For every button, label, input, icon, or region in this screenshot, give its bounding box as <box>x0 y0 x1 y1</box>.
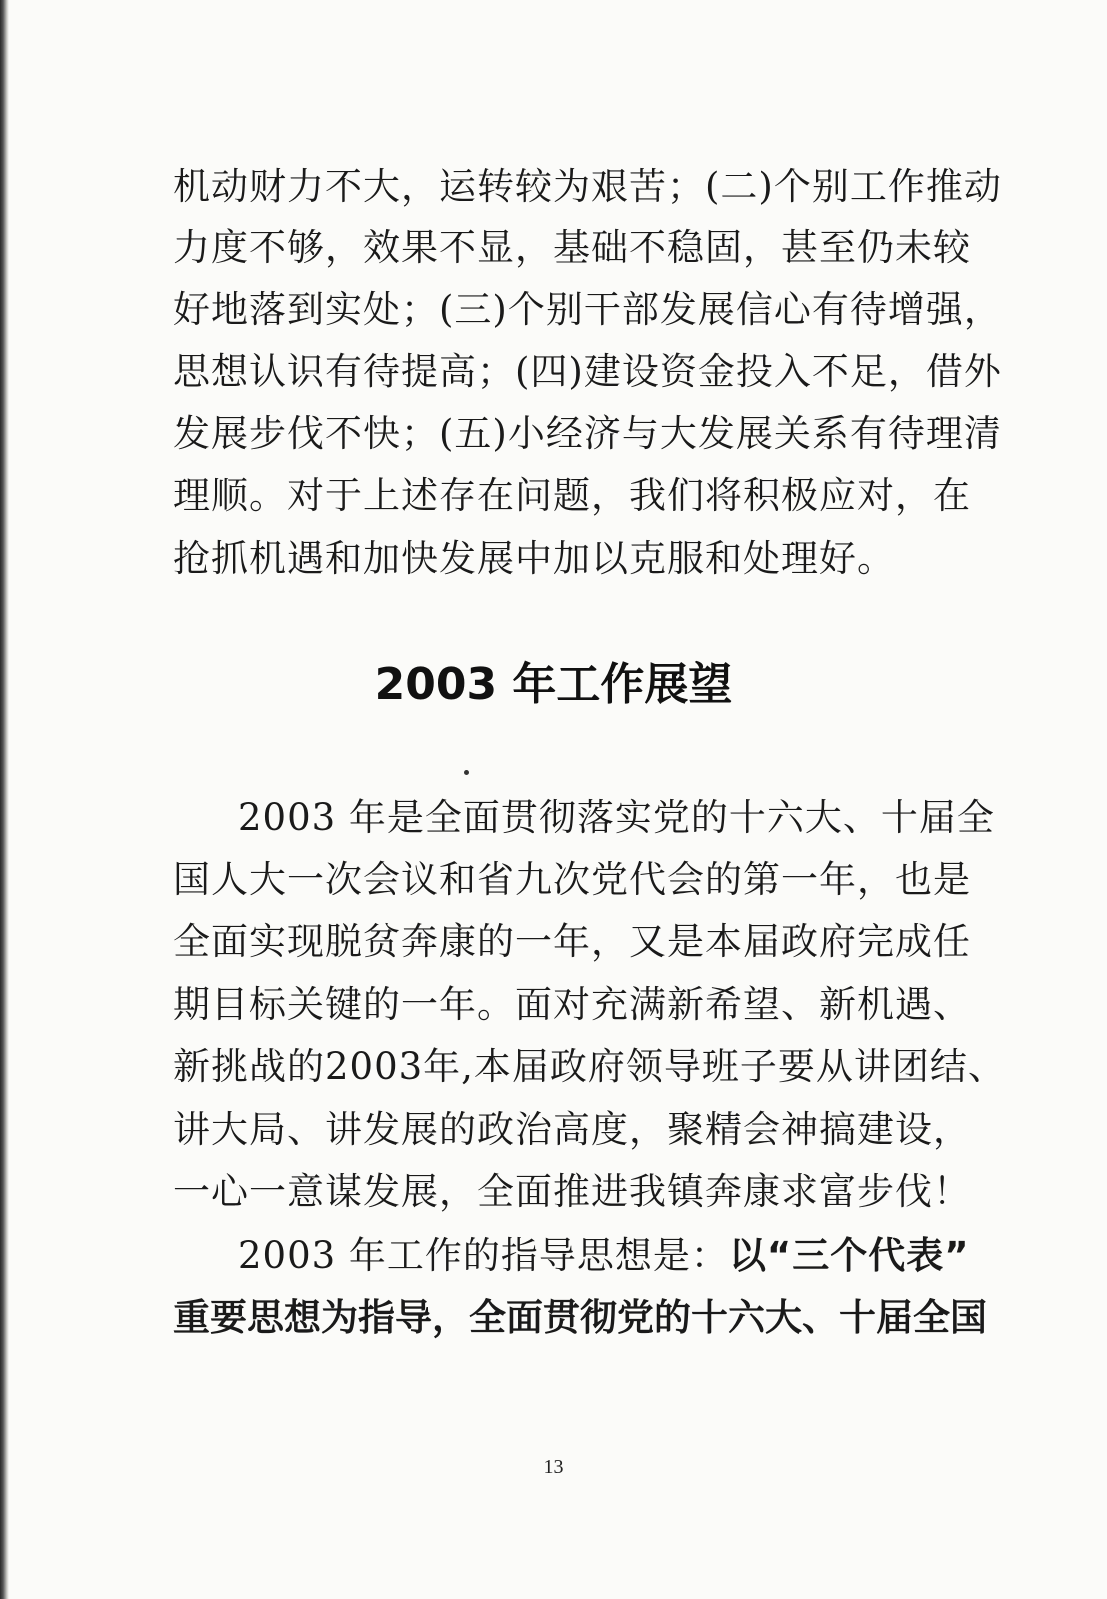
guiding-intro: 2003 年工作的指导思想是： <box>238 1234 729 1277</box>
text-line: 全面实现脱贫奔康的一年，又是本届政府完成任 <box>173 920 971 963</box>
guiding-emphasis: 以“三个代表” <box>728 1234 970 1277</box>
text-line: 力度不够，效果不显，基础不稳固，甚至仍未较 <box>173 226 971 269</box>
text-line: 新挑战的2003年,本届政府领导班子要从讲团结、 <box>173 1045 1006 1088</box>
text-line: 机动财力不大，运转较为艰苦；(二)个别工作推动 <box>173 165 1002 208</box>
scan-edge <box>0 0 9 1599</box>
text-line-bold: 重要思想为指导，全面贯彻党的十六大、十届全国 <box>173 1296 987 1339</box>
text-line: 期目标关键的一年。面对充满新希望、新机遇、 <box>173 983 971 1026</box>
scan-speck <box>464 770 469 775</box>
text-line: 2003 年是全面贯彻落实党的十六大、十届全 <box>238 796 995 839</box>
section-heading: 2003 年工作展望 <box>374 659 733 710</box>
text-line <box>238 1234 970 1278</box>
text-line: 发展步伐不快；(五)小经济与大发展关系有待理清 <box>173 412 1002 455</box>
text-line: 一心一意谋发展，全面推进我镇奔康求富步伐！ <box>173 1170 971 1213</box>
text-line: 讲大局、讲发展的政治高度，聚精会神搞建设， <box>173 1108 971 1151</box>
text-line: 思想认识有待提高；(四)建设资金投入不足，借外 <box>173 350 1002 393</box>
text-line: 理顺。对于上述存在问题，我们将积极应对，在 <box>173 474 971 517</box>
text-line: 好地落到实处；(三)个别干部发展信心有待增强， <box>173 288 1002 331</box>
page-number: 13 <box>543 1456 564 1478</box>
text-line: 国人大一次会议和省九次党代会的第一年，也是 <box>173 858 971 901</box>
text-line: 抢抓机遇和加快发展中加以克服和处理好。 <box>173 537 895 580</box>
